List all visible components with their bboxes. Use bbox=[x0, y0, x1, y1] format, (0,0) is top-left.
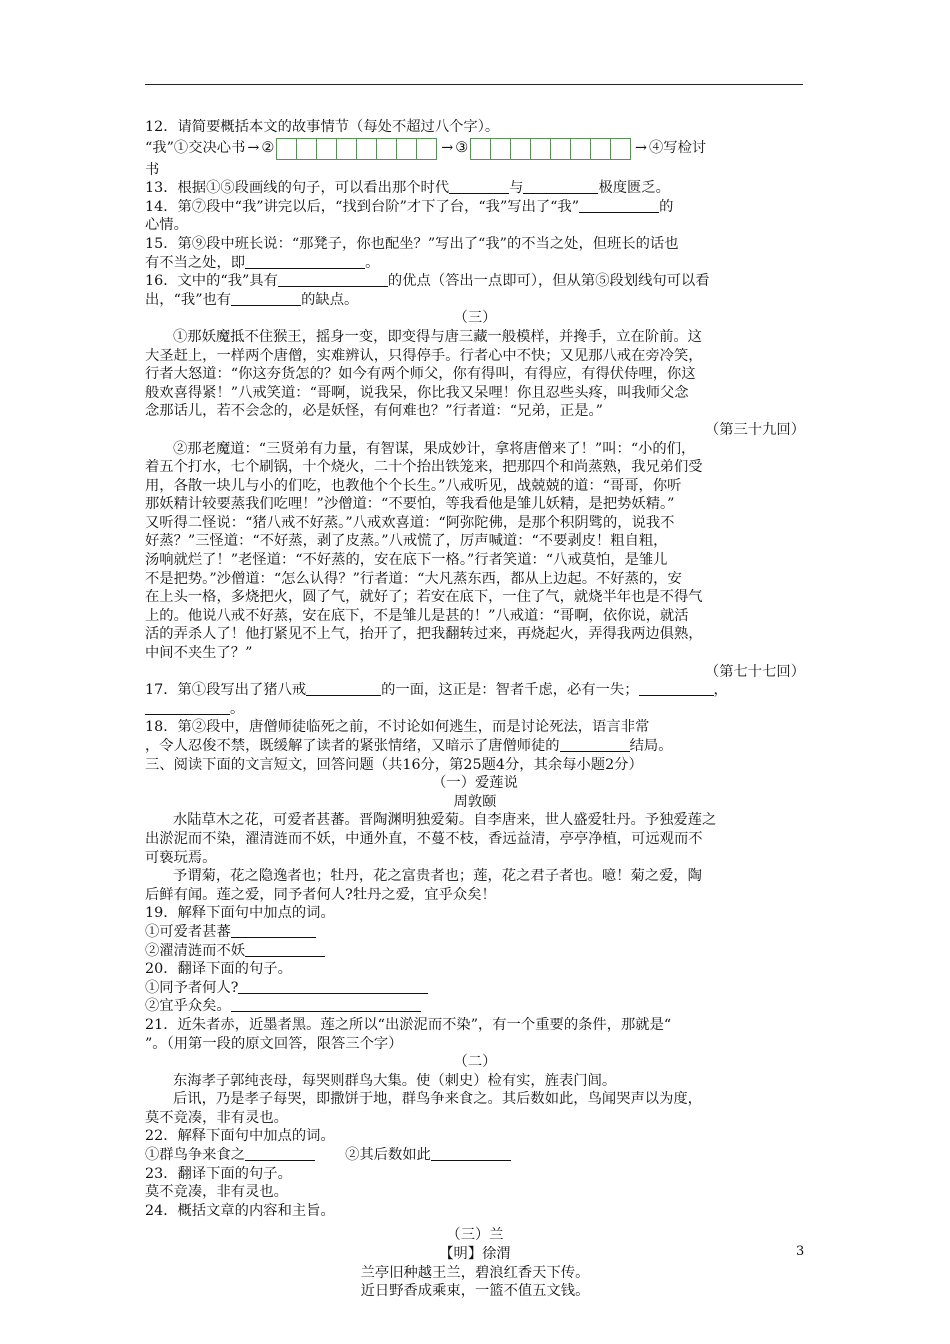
answer-blank[interactable] bbox=[231, 923, 316, 938]
arrow-icon: → bbox=[635, 140, 648, 157]
passage-source: （第三十九回） bbox=[704, 421, 805, 438]
passage-line: 好蒸？”三怪道：“不好蒸，剥了皮蒸。”八戒慌了，厉声喊道：“不要剥皮！粗自粗， bbox=[145, 533, 668, 550]
question-22-items: ①群鸟争来食之 ②其后数如此 bbox=[145, 1146, 805, 1165]
flow-step-4-tail: 书 bbox=[145, 161, 160, 178]
answer-boxes-2[interactable] bbox=[276, 138, 437, 160]
question-13: 13．根据①⑤段画线的句子，可以看出那个时代 与 极度匮乏。 bbox=[145, 180, 670, 197]
passage-line: 着五个打水，七个刷锅，十个烧火，二十个抬出铁笼来，把那四个和尚蒸熟，我兄弟们受 bbox=[145, 459, 703, 476]
question-16: 16．文中的“我”具有 的优点（答出一点即可），但从第⑤段划线句可以看 bbox=[145, 273, 710, 290]
header-rule bbox=[145, 84, 803, 85]
answer-blank[interactable] bbox=[639, 681, 714, 696]
answer-blank[interactable] bbox=[245, 1146, 315, 1161]
plot-flow-diagram bbox=[145, 137, 805, 161]
passage-source: （第七十七回） bbox=[704, 663, 805, 680]
passage-line: ②那老魔道：“三贤弟有力量，有智谋，果成妙计，拿将唐僧来了！”叫：“小的们， bbox=[173, 440, 696, 457]
passage-line: 中间不夹生了？” bbox=[145, 645, 253, 662]
text-title: （一）爱莲说 bbox=[432, 775, 518, 792]
flow-step-1: “我”①交决心书 bbox=[145, 140, 246, 157]
question-23: 23．翻译下面的句子。 bbox=[145, 1165, 292, 1182]
passage-line: 上的。他说八戒不好蒸，安在底下，不是雏儿是甚的！”八戒道：“哥啊，依你说，就活 bbox=[145, 607, 689, 624]
page-number: 3 bbox=[796, 1244, 805, 1259]
passage-line: 那妖精计较要蒸我们吃哩！”沙僧道：“不要怕，等我看他是雏儿妖精，是把势妖精。” bbox=[145, 496, 675, 513]
passage-line: 又听得二怪说：“猪八戒不好蒸。”八戒欢喜道：“阿弥陀佛，是那个积阴骘的，说我不 bbox=[145, 514, 675, 531]
question-18-cont: ，令人忍俊不禁，既缓解了读者的紧张情绪，又暗示了唐僧师徒的 结局。 bbox=[145, 738, 673, 754]
poem-title: （三）兰 bbox=[446, 1227, 504, 1244]
question-14: 14．第⑦段中“我”讲完以后，“找到台阶”才下了台，“我”写出了“我” 的 bbox=[145, 198, 674, 215]
question-23-item: 莫不竞凑，非有灵也。 bbox=[145, 1184, 288, 1201]
question-15-cont: 有不当之处，即 。 bbox=[145, 254, 380, 271]
question-17: 17．第①段写出了猪八戒 的一面，这正是：智者千虑，必有一失； ， bbox=[145, 682, 728, 699]
question-12: 12．请简要概括本文的故事情节（每处不超过八个字）。 bbox=[145, 119, 500, 135]
question-20-item: ①同予者何人? bbox=[145, 979, 805, 998]
passage-line: 汤响就烂了！”老怪道：“不好蒸的，安在底下一格。”行者笑道：“八戒莫怕，是雏儿 bbox=[145, 552, 668, 569]
arrow-icon: → bbox=[441, 140, 454, 157]
answer-blank[interactable] bbox=[231, 291, 301, 306]
passage-line: 后鲜有闻。莲之爱，同予者何人?牡丹之爱，宜乎众矣！ bbox=[145, 886, 496, 903]
passage-line: 东海孝子郭纯丧母，每哭则群鸟大集。使（刺史）检有实，旌表门闾。 bbox=[173, 1072, 617, 1089]
question-20-item: ②宜乎众矣。 bbox=[145, 997, 805, 1016]
question-15: 15．第⑨段中班长说：“那凳子，你也配坐？”写出了“我”的不当之处，但班长的话也 bbox=[145, 235, 679, 252]
question-14-cont: 心情。 bbox=[145, 217, 188, 234]
flow-step-2-label: ② bbox=[261, 140, 275, 157]
passage-line: 般欢喜得紧！”八戒笑道：“哥啊，说我呆，你比我又呆哩！你且忍些头疼，叫我师父念 bbox=[145, 384, 689, 401]
section-heading: （三） bbox=[453, 310, 497, 327]
question-16-cont: 出，“我”也有 的缺点。 bbox=[145, 291, 359, 308]
passage-line: 用，各散一块儿与小的们吃，也教他个个长生。”八戒听见，战兢兢的道：“哥哥，你听 bbox=[145, 477, 682, 494]
answer-blank[interactable] bbox=[523, 179, 598, 194]
answer-blank[interactable] bbox=[579, 198, 659, 213]
passage-line: 在上头一格，多烧把火，圆了气，就好了；若安在底下，一住了气，就烧半年也是不得气 bbox=[145, 589, 703, 606]
question-20: 20．翻译下面的句子。 bbox=[145, 961, 292, 978]
answer-blank[interactable] bbox=[431, 1146, 511, 1161]
answer-blank[interactable] bbox=[245, 254, 365, 269]
passage-line: 大圣赶上，一样两个唐僧，实难辨认，只得停手。行者心中不快；又见那八戒在旁冷笑， bbox=[145, 347, 703, 364]
answer-blank[interactable] bbox=[238, 979, 428, 994]
passage-line: 水陆草木之花，可爱者甚蕃。晋陶渊明独爱菊。自李唐来，世人盛爱牡丹。予独爱莲之 bbox=[173, 812, 717, 829]
passage-line: 后讯，乃是孝子每哭，即撒饼于地，群鸟争来食之。其后数如此，鸟闻哭声以为度， bbox=[173, 1091, 702, 1108]
question-19-item: ①可爱者甚蕃 bbox=[145, 923, 805, 942]
question-22: 22．解释下面句中加点的词。 bbox=[145, 1128, 335, 1145]
poem-line: 兰亭旧种越王兰，碧浪红香天下传。 bbox=[360, 1264, 590, 1281]
answer-blank[interactable] bbox=[306, 681, 381, 696]
passage-line: 念那话儿，若不会念的，必是妖怪，有何难也？”行者道：“兄弟，正是。” bbox=[145, 403, 603, 420]
passage-line: 出淤泥而不染，濯清涟而不妖，中通外直，不蔓不枝，香远益清，亭亭净植，可远观而不 bbox=[145, 830, 703, 847]
question-19: 19．解释下面句中加点的词。 bbox=[145, 905, 335, 922]
part-3-heading: 三、阅读下面的文言短文，回答问题（共16分，第25题4分，其余每小题2分） bbox=[145, 756, 643, 773]
answer-blank[interactable] bbox=[278, 272, 388, 287]
question-21-cont: ”。（用第一段的原文回答，限答三个字） bbox=[145, 1035, 403, 1052]
arrow-icon: → bbox=[247, 140, 260, 157]
poem-author: 【明】徐渭 bbox=[439, 1246, 511, 1263]
passage-line: 予谓菊，花之隐逸者也；牡丹，花之富贵者也；莲，花之君子者也。噫！菊之爱，陶 bbox=[173, 868, 702, 885]
flow-step-3-label: ③ bbox=[455, 140, 469, 157]
passage-line: 不是把势。”沙僧道：“怎么认得？”行者道：“大凡蒸东西，都从上边起。不好蒸的，安 bbox=[145, 570, 682, 587]
answer-blank[interactable] bbox=[145, 700, 230, 715]
poem-line: 近日野香成乘束，一篮不值五文钱。 bbox=[360, 1283, 590, 1300]
text-author: 周敦颐 bbox=[453, 793, 497, 810]
passage-line: 可亵玩焉。 bbox=[145, 849, 217, 866]
question-21: 21．近朱者赤，近墨者黑。莲之所以“出淤泥而不染”，有一个重要的条件，那就是“ bbox=[145, 1016, 672, 1033]
passage-line: 活的弄杀人了！他打紧见不上气，抬开了，把我翻转过来，再烧起火，弄得我两边俱熟， bbox=[145, 626, 703, 643]
section-heading: （二） bbox=[453, 1054, 497, 1071]
answer-boxes-3[interactable] bbox=[470, 138, 631, 160]
passage-line: ①那妖魔抵不住猴王，摇身一变，即变得与唐三藏一般模样，并搀手，立在阶前。这 bbox=[173, 328, 702, 345]
question-17-cont: 。 bbox=[145, 700, 805, 719]
passage-line: 行者大怒道：“你这夯货怎的？如今有两个师父，你有得叫，有得应，有得伏侍哩，你这 bbox=[145, 366, 696, 383]
question-18: 18．第②段中，唐僧师徒临死之前，不讨论如何逃生，而是讨论死法，语言非常 bbox=[145, 719, 650, 736]
passage-line: 莫不竞凑，非有灵也。 bbox=[145, 1109, 288, 1126]
question-24: 24．概括文章的内容和主旨。 bbox=[145, 1202, 335, 1219]
answer-blank[interactable] bbox=[231, 997, 421, 1012]
answer-blank[interactable] bbox=[449, 179, 509, 194]
question-19-item: ②濯清涟而不妖 bbox=[145, 942, 805, 961]
answer-blank[interactable] bbox=[245, 942, 325, 957]
answer-blank[interactable] bbox=[560, 737, 630, 752]
page-content bbox=[145, 118, 805, 1301]
flow-step-4: ④写检讨 bbox=[649, 140, 707, 157]
